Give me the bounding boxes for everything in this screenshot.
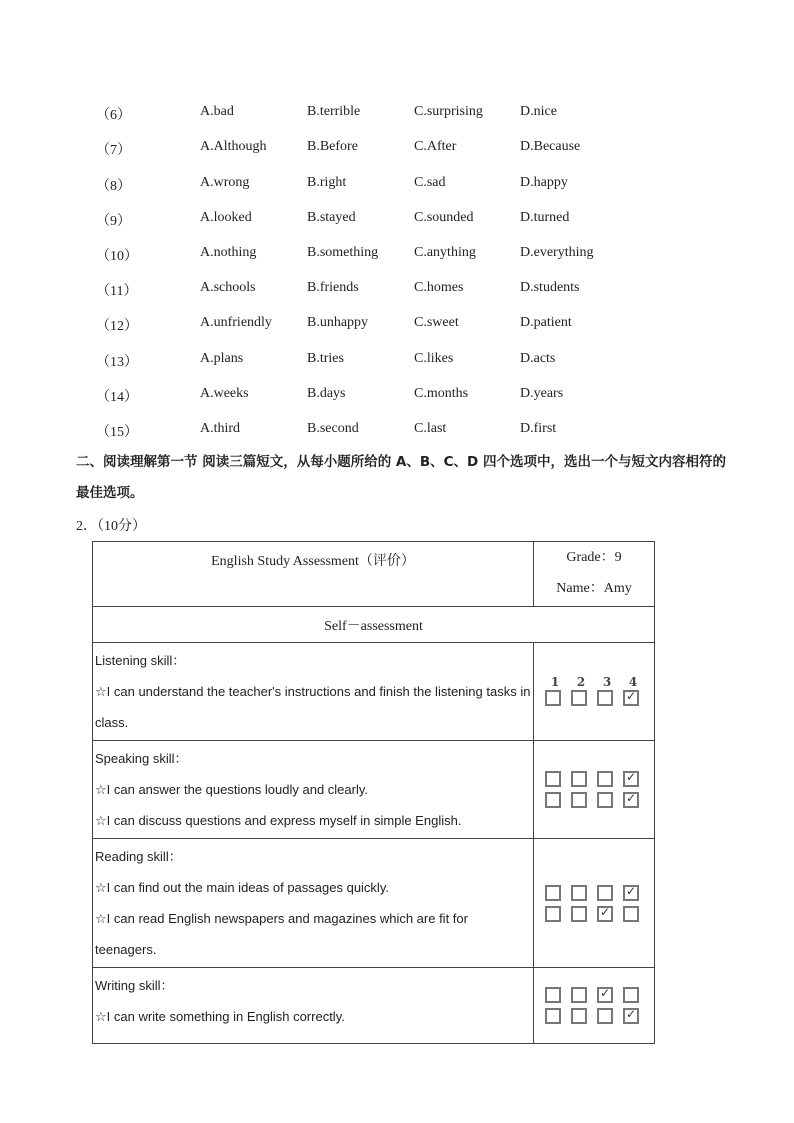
option-d: D.nice — [520, 104, 557, 119]
question-label: 2．（10分） — [76, 519, 146, 534]
question-number: （12） — [96, 319, 138, 334]
student-info — [534, 542, 655, 607]
empty-box-icon — [597, 792, 613, 808]
option-row — [0, 315, 794, 335]
option-a: A.unfriendly — [200, 315, 272, 330]
option-d: D.first — [520, 421, 557, 436]
rating-boxes — [534, 741, 655, 839]
empty-box-icon — [545, 906, 561, 922]
option-b: B.stayed — [307, 210, 356, 225]
option-a: A.looked — [200, 210, 252, 225]
skill-description — [93, 968, 534, 1044]
question-number: （7） — [96, 143, 131, 158]
grade-label: Grade：9 — [566, 550, 622, 565]
scale-label: 1 — [550, 674, 560, 689]
rating-scale — [545, 675, 643, 689]
checked-box-icon — [623, 792, 639, 808]
question-number: （15） — [96, 425, 138, 440]
empty-box-icon — [545, 987, 561, 1003]
checked-box-icon — [623, 1008, 639, 1024]
skill-heading: Reading skill： — [95, 849, 182, 864]
question-number: （6） — [96, 108, 131, 123]
empty-box-icon — [571, 987, 587, 1003]
skill-row — [93, 839, 655, 968]
option-b: B.days — [307, 386, 346, 401]
option-row — [0, 175, 794, 195]
option-row — [0, 351, 794, 371]
skill-statement: ☆I can find out the main ideas of passages quickly. — [95, 880, 389, 895]
option-b: B.friends — [307, 280, 359, 295]
checked-box-icon — [597, 987, 613, 1003]
empty-box-icon — [597, 1008, 613, 1024]
question-number: （13） — [96, 355, 138, 370]
skill-heading: Speaking skill： — [95, 751, 188, 766]
empty-box-icon — [571, 1008, 587, 1024]
option-a: A.Although — [200, 139, 267, 154]
option-c: C.sweet — [414, 315, 459, 330]
option-row — [0, 104, 794, 124]
option-row — [0, 421, 794, 441]
option-d: D.patient — [520, 315, 572, 330]
empty-box-icon — [545, 1008, 561, 1024]
option-c: C.likes — [414, 351, 454, 366]
section-heading: 二、阅读理解第一节 阅读三篇短文，从每小题所给的 A、B、C、D 四个选项中，选出一个与短文内容相符的最佳选项。 — [76, 454, 726, 501]
option-c: C.surprising — [414, 104, 483, 119]
option-b: B.Before — [307, 139, 358, 154]
empty-box-icon — [623, 987, 639, 1003]
option-a: A.schools — [200, 280, 256, 295]
option-a: A.plans — [200, 351, 244, 366]
scale-label: 3 — [602, 674, 612, 689]
checked-box-icon — [623, 771, 639, 787]
question-number: （9） — [96, 214, 131, 229]
skill-description — [93, 839, 534, 968]
empty-box-icon — [597, 885, 613, 901]
empty-box-icon — [571, 792, 587, 808]
skill-statement: ☆I can discuss questions and express myself in simple English. — [95, 813, 462, 828]
option-a: A.weeks — [200, 386, 249, 401]
option-c: C.months — [414, 386, 469, 401]
option-d: D.years — [520, 386, 564, 401]
rating-boxes — [534, 643, 655, 741]
option-c: C.sounded — [414, 210, 474, 225]
question-number: （8） — [96, 179, 131, 194]
option-d: D.everything — [520, 245, 594, 260]
rating-boxes — [534, 839, 655, 968]
question-number: （14） — [96, 390, 138, 405]
option-b: B.something — [307, 245, 379, 260]
option-c: C.anything — [414, 245, 476, 260]
skill-heading: Writing skill： — [95, 978, 174, 993]
skill-description — [93, 643, 534, 741]
question-number: （11） — [96, 284, 138, 299]
assessment-table — [92, 541, 655, 1044]
skill-heading: Listening skill： — [95, 653, 186, 668]
skill-row — [93, 741, 655, 839]
empty-box-icon — [545, 690, 561, 706]
option-c: C.After — [414, 139, 457, 154]
scale-label: 4 — [628, 674, 638, 689]
option-d: D.happy — [520, 175, 568, 190]
option-d: D.students — [520, 280, 580, 295]
option-row — [0, 139, 794, 159]
empty-box-icon — [571, 885, 587, 901]
name-label: Name：Amy — [556, 581, 632, 596]
option-b: B.right — [307, 175, 347, 190]
option-d: D.Because — [520, 139, 581, 154]
option-d: D.turned — [520, 210, 570, 225]
option-c: C.sad — [414, 175, 446, 190]
self-assessment-header: Self－assessment — [93, 607, 655, 643]
option-b: B.terrible — [307, 104, 361, 119]
option-b: B.unhappy — [307, 315, 369, 330]
option-a: A.wrong — [200, 175, 250, 190]
empty-box-icon — [623, 906, 639, 922]
question-number: （10） — [96, 249, 138, 264]
scale-label: 2 — [576, 674, 586, 689]
skill-statement: ☆I can answer the questions loudly and clearly. — [95, 782, 369, 797]
option-a: A.nothing — [200, 245, 257, 260]
option-row — [0, 386, 794, 406]
option-c: C.homes — [414, 280, 464, 295]
option-row — [0, 280, 794, 300]
skill-row — [93, 643, 655, 741]
checked-box-icon — [597, 906, 613, 922]
empty-box-icon — [571, 771, 587, 787]
empty-box-icon — [597, 771, 613, 787]
skill-statement: ☆I can write something in English correctly. — [95, 1009, 345, 1024]
skill-description — [93, 741, 534, 839]
skill-statement: ☆I can understand the teacher's instructions and finish the listening tasks in class. — [95, 684, 531, 730]
option-a: A.bad — [200, 104, 234, 119]
empty-box-icon — [545, 885, 561, 901]
option-row — [0, 210, 794, 230]
empty-box-icon — [571, 906, 587, 922]
option-row — [0, 245, 794, 265]
option-d: D.acts — [520, 351, 556, 366]
empty-box-icon — [545, 771, 561, 787]
checked-box-icon — [623, 885, 639, 901]
skill-rows — [93, 643, 655, 1044]
option-c: C.last — [414, 421, 447, 436]
option-b: B.second — [307, 421, 359, 436]
checked-box-icon — [623, 690, 639, 706]
empty-box-icon — [597, 690, 613, 706]
table-title: English Study Assessment（评价） — [93, 542, 534, 607]
skill-row — [93, 968, 655, 1044]
rating-boxes — [534, 968, 655, 1044]
option-b: B.tries — [307, 351, 344, 366]
empty-box-icon — [571, 690, 587, 706]
skill-statement: ☆I can read English newspapers and magazines which are fit for teenagers. — [95, 911, 468, 957]
empty-box-icon — [545, 792, 561, 808]
option-a: A.third — [200, 421, 241, 436]
